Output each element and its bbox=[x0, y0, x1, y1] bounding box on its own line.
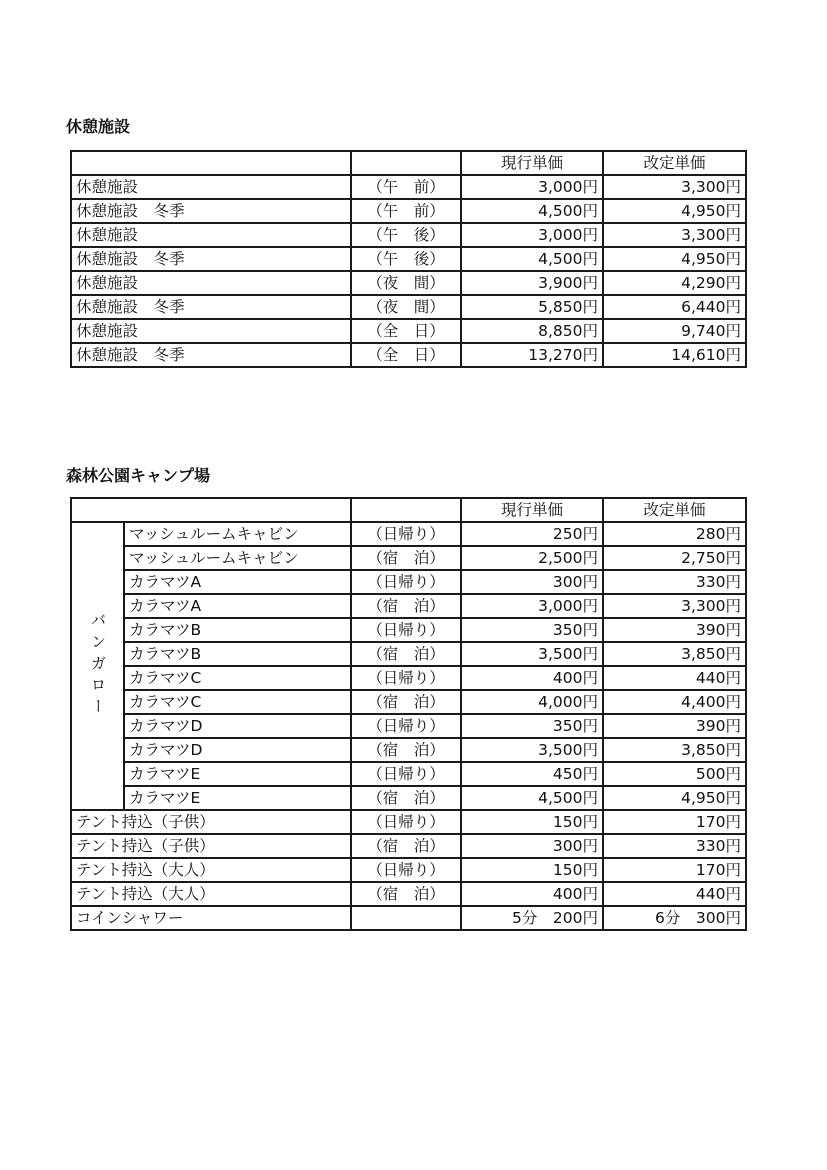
table-row bbox=[71, 666, 746, 690]
table-row bbox=[71, 762, 746, 786]
revised-price: 280円 bbox=[603, 522, 746, 546]
revised-price: 4,290円 bbox=[603, 271, 746, 295]
current-price: 450円 bbox=[461, 762, 603, 786]
table-row bbox=[71, 714, 746, 738]
revised-price: 14,610円 bbox=[603, 343, 746, 367]
usage-type: （宿 泊） bbox=[351, 546, 461, 570]
current-price: 13,270円 bbox=[461, 343, 603, 367]
facility-name: 休憩施設 bbox=[71, 271, 351, 295]
table-row bbox=[71, 810, 746, 834]
revised-price: 330円 bbox=[603, 834, 746, 858]
table-header-row bbox=[71, 151, 746, 175]
current-price: 4,500円 bbox=[461, 786, 603, 810]
usage-type: （日帰り） bbox=[351, 618, 461, 642]
revised-price: 3,850円 bbox=[603, 738, 746, 762]
usage-type: （日帰り） bbox=[351, 666, 461, 690]
revised-price: 4,950円 bbox=[603, 199, 746, 223]
usage-type: （日帰り） bbox=[351, 858, 461, 882]
header-period bbox=[351, 151, 461, 175]
header-current-price: 現行単価 bbox=[461, 151, 603, 175]
facility-name: テント持込（子供） bbox=[71, 810, 351, 834]
current-price: 3,000円 bbox=[461, 223, 603, 247]
revised-price: 500円 bbox=[603, 762, 746, 786]
table-row bbox=[71, 223, 746, 247]
usage-type: （宿 泊） bbox=[351, 834, 461, 858]
revised-price: 6,440円 bbox=[603, 295, 746, 319]
header-period bbox=[351, 498, 461, 522]
revised-price: 390円 bbox=[603, 714, 746, 738]
current-price: 5分 200円 bbox=[461, 906, 603, 930]
revised-price: 440円 bbox=[603, 882, 746, 906]
header-current-price: 現行単価 bbox=[461, 498, 603, 522]
facility-name: テント持込（子供） bbox=[71, 834, 351, 858]
facility-name: 休憩施設 bbox=[71, 319, 351, 343]
facility-name: 休憩施設 冬季 bbox=[71, 295, 351, 319]
revised-price: 9,740円 bbox=[603, 319, 746, 343]
facility-name: カラマツA bbox=[124, 570, 351, 594]
table-row bbox=[71, 834, 746, 858]
table-row bbox=[71, 594, 746, 618]
facility-name: カラマツD bbox=[124, 738, 351, 762]
facility-name: カラマツE bbox=[124, 762, 351, 786]
facility-name: 休憩施設 冬季 bbox=[71, 247, 351, 271]
current-price: 3,900円 bbox=[461, 271, 603, 295]
usage-type: （宿 泊） bbox=[351, 690, 461, 714]
header-revised-price: 改定単価 bbox=[603, 151, 746, 175]
usage-type: （日帰り） bbox=[351, 762, 461, 786]
current-price: 350円 bbox=[461, 618, 603, 642]
table-row bbox=[71, 882, 746, 906]
header-name bbox=[71, 498, 351, 522]
time-period: （夜 間） bbox=[351, 271, 461, 295]
table-row bbox=[71, 319, 746, 343]
table-row bbox=[71, 247, 746, 271]
current-price: 400円 bbox=[461, 882, 603, 906]
revised-price: 4,400円 bbox=[603, 690, 746, 714]
current-price: 5,850円 bbox=[461, 295, 603, 319]
usage-type: （日帰り） bbox=[351, 522, 461, 546]
table-row bbox=[71, 690, 746, 714]
table-row bbox=[71, 618, 746, 642]
revised-price: 390円 bbox=[603, 618, 746, 642]
table-row bbox=[71, 175, 746, 199]
usage-type: （日帰り） bbox=[351, 810, 461, 834]
table-row bbox=[71, 786, 746, 810]
table-row bbox=[71, 522, 746, 546]
time-period: （午 前） bbox=[351, 199, 461, 223]
table-row bbox=[71, 906, 746, 930]
facility-name: カラマツB bbox=[124, 642, 351, 666]
current-price: 350円 bbox=[461, 714, 603, 738]
header-revised-price: 改定単価 bbox=[603, 498, 746, 522]
facility-name: コインシャワー bbox=[71, 906, 351, 930]
header-name bbox=[71, 151, 351, 175]
revised-price: 4,950円 bbox=[603, 247, 746, 271]
facility-name: カラマツE bbox=[124, 786, 351, 810]
table-row bbox=[71, 642, 746, 666]
time-period: （午 後） bbox=[351, 247, 461, 271]
table-row bbox=[71, 343, 746, 367]
revised-price: 330円 bbox=[603, 570, 746, 594]
facility-name: 休憩施設 冬季 bbox=[71, 199, 351, 223]
current-price: 4,000円 bbox=[461, 690, 603, 714]
current-price: 8,850円 bbox=[461, 319, 603, 343]
campground-rate-table bbox=[70, 497, 747, 931]
revised-price: 3,300円 bbox=[603, 594, 746, 618]
facility-name: 休憩施設 冬季 bbox=[71, 343, 351, 367]
section-title-forest-park-campground: 森林公園キャンプ場 bbox=[66, 466, 211, 485]
current-price: 300円 bbox=[461, 570, 603, 594]
usage-type bbox=[351, 906, 461, 930]
usage-type: （日帰り） bbox=[351, 570, 461, 594]
time-period: （午 前） bbox=[351, 175, 461, 199]
current-price: 3,500円 bbox=[461, 642, 603, 666]
facility-name: カラマツB bbox=[124, 618, 351, 642]
table-row bbox=[71, 295, 746, 319]
revised-price: 170円 bbox=[603, 858, 746, 882]
facility-name: 休憩施設 bbox=[71, 223, 351, 247]
facility-name: テント持込（大人） bbox=[71, 858, 351, 882]
table-row bbox=[71, 570, 746, 594]
time-period: （全 日） bbox=[351, 319, 461, 343]
section-title-rest-facility: 休憩施設 bbox=[66, 117, 131, 136]
revised-price: 3,850円 bbox=[603, 642, 746, 666]
facility-name: カラマツC bbox=[124, 690, 351, 714]
table-row bbox=[71, 738, 746, 762]
current-price: 300円 bbox=[461, 834, 603, 858]
facility-name: 休憩施設 bbox=[71, 175, 351, 199]
revised-price: 2,750円 bbox=[603, 546, 746, 570]
usage-type: （宿 泊） bbox=[351, 642, 461, 666]
time-period: （午 後） bbox=[351, 223, 461, 247]
rest-facility-rate-table bbox=[70, 150, 747, 368]
table-row bbox=[71, 199, 746, 223]
facility-name: カラマツD bbox=[124, 714, 351, 738]
current-price: 3,000円 bbox=[461, 594, 603, 618]
revised-price: 3,300円 bbox=[603, 223, 746, 247]
group-label-bungalow: バンガロー bbox=[71, 522, 124, 810]
facility-name: カラマツC bbox=[124, 666, 351, 690]
table-header-row bbox=[71, 498, 746, 522]
table-row bbox=[71, 858, 746, 882]
table-row bbox=[71, 546, 746, 570]
facility-name: マッシュルームキャビン bbox=[124, 546, 351, 570]
current-price: 400円 bbox=[461, 666, 603, 690]
current-price: 4,500円 bbox=[461, 247, 603, 271]
current-price: 2,500円 bbox=[461, 546, 603, 570]
revised-price: 440円 bbox=[603, 666, 746, 690]
usage-type: （宿 泊） bbox=[351, 738, 461, 762]
revised-price: 6分 300円 bbox=[603, 906, 746, 930]
usage-type: （宿 泊） bbox=[351, 594, 461, 618]
current-price: 3,000円 bbox=[461, 175, 603, 199]
time-period: （全 日） bbox=[351, 343, 461, 367]
usage-type: （日帰り） bbox=[351, 714, 461, 738]
current-price: 3,500円 bbox=[461, 738, 603, 762]
facility-name: マッシュルームキャビン bbox=[124, 522, 351, 546]
current-price: 4,500円 bbox=[461, 199, 603, 223]
current-price: 150円 bbox=[461, 810, 603, 834]
table-row bbox=[71, 271, 746, 295]
time-period: （夜 間） bbox=[351, 295, 461, 319]
usage-type: （宿 泊） bbox=[351, 882, 461, 906]
revised-price: 170円 bbox=[603, 810, 746, 834]
usage-type: （宿 泊） bbox=[351, 786, 461, 810]
current-price: 150円 bbox=[461, 858, 603, 882]
facility-name: テント持込（大人） bbox=[71, 882, 351, 906]
current-price: 250円 bbox=[461, 522, 603, 546]
facility-name: カラマツA bbox=[124, 594, 351, 618]
revised-price: 4,950円 bbox=[603, 786, 746, 810]
revised-price: 3,300円 bbox=[603, 175, 746, 199]
